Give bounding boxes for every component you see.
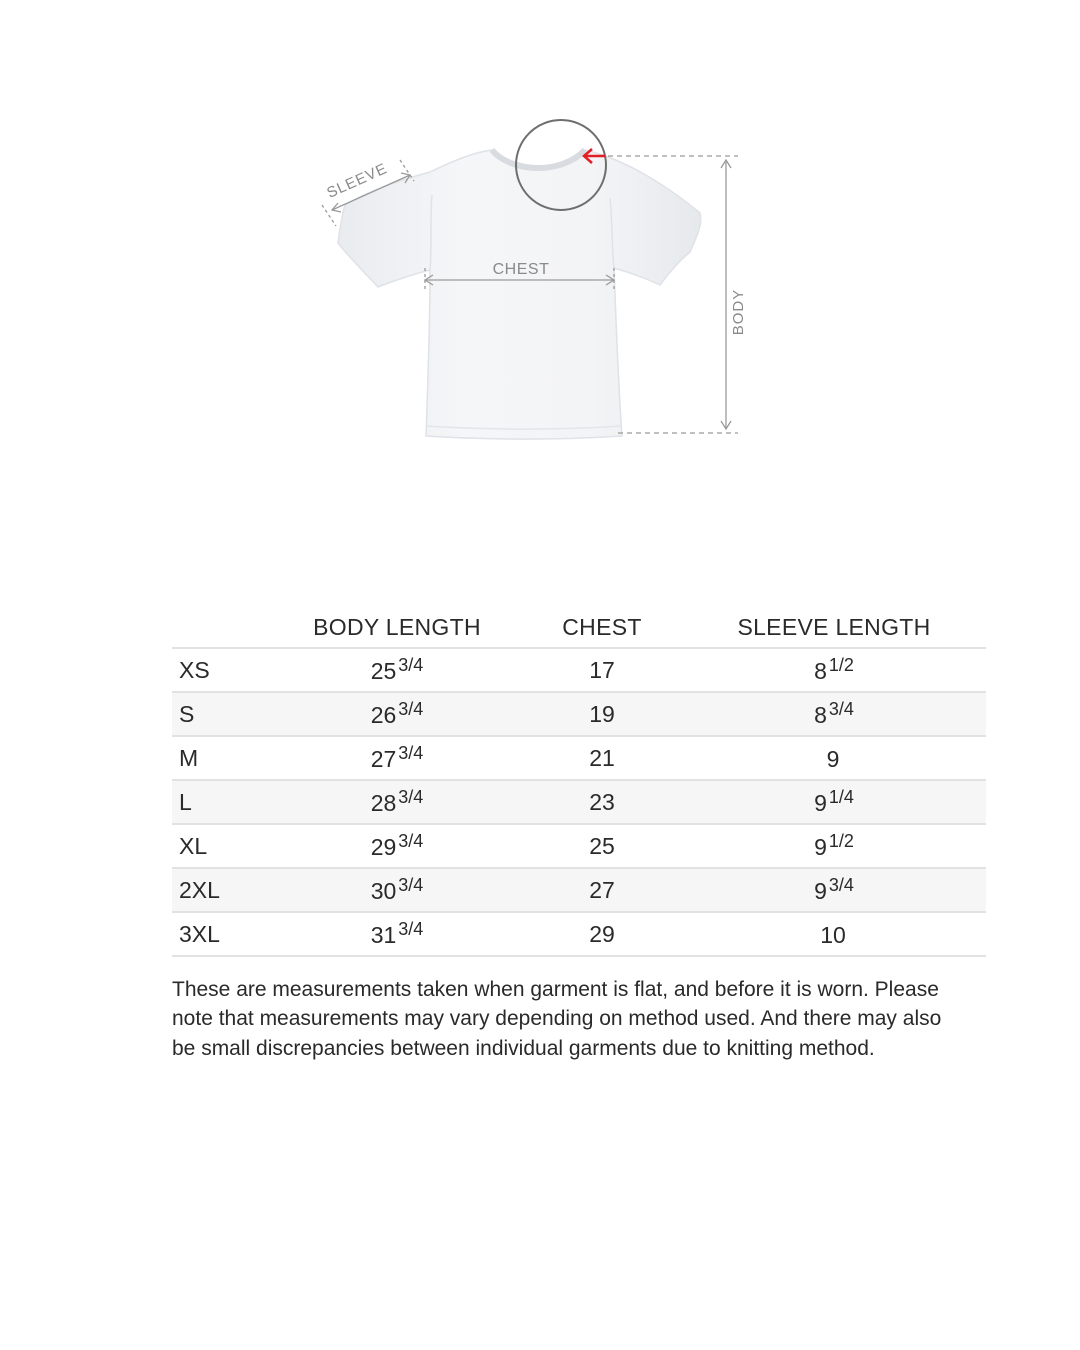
sleeve-length-whole: 9 [814, 790, 827, 816]
sleeve-length-cell [682, 780, 986, 824]
sleeve-length-whole: 9 [814, 834, 827, 860]
table-row [172, 648, 986, 692]
table-row [172, 780, 986, 824]
measurement-note: These are measurements taken when garment is flat, and before it is worn. Please note that measurements may vary depending on method used. And there may also be small discrepancies between individual garments due to knitting method. [172, 978, 942, 1060]
sleeve-length-cell [682, 648, 986, 692]
body-length-cell [272, 780, 522, 824]
size-cell: XS [172, 648, 272, 692]
body-length-cell [272, 868, 522, 912]
size-cell: 3XL [172, 912, 272, 956]
body-label: BODY [730, 288, 747, 336]
sleeve-length-fraction: 1/2 [828, 655, 854, 675]
body-length-cell [272, 736, 522, 780]
chest-cell: 29 [522, 912, 682, 956]
sleeve-length-fraction: 1/4 [828, 787, 854, 807]
body-length-cell [272, 912, 522, 956]
header-chest: CHEST [522, 597, 682, 648]
body-length-whole: 26 [370, 702, 397, 728]
chest-cell: 27 [522, 868, 682, 912]
sleeve-length-whole: 8 [814, 702, 827, 728]
chest-cell: 17 [522, 648, 682, 692]
sleeve-length-fraction: 1/2 [828, 831, 854, 851]
sleeve-length-whole: 9 [826, 746, 840, 772]
body-length-cell [272, 824, 522, 868]
body-length-fraction: 3/4 [398, 743, 424, 763]
sleeve-label: SLEEVE [324, 160, 391, 202]
body-length-whole: 28 [370, 790, 397, 816]
table-row [172, 736, 986, 780]
sleeve-length-cell [682, 736, 986, 780]
sleeve-length-fraction: 3/4 [828, 875, 854, 895]
table-row [172, 824, 986, 868]
body-length-fraction: 3/4 [398, 655, 424, 675]
size-cell: XL [172, 824, 272, 868]
sleeve-length-cell [682, 868, 986, 912]
body-length-fraction: 3/4 [398, 919, 424, 939]
sleeve-length-cell [682, 824, 986, 868]
sleeve-length-cell [682, 692, 986, 736]
size-cell: L [172, 780, 272, 824]
size-cell: 2XL [172, 868, 272, 912]
header-body-length: BODY LENGTH [272, 597, 522, 648]
sleeve-length-whole: 8 [814, 658, 827, 684]
body-length-fraction: 3/4 [398, 831, 424, 851]
body-length-whole: 29 [370, 834, 397, 860]
size-cell: M [172, 736, 272, 780]
chest-cell: 21 [522, 736, 682, 780]
body-length-whole: 25 [370, 658, 397, 684]
sleeve-length-whole: 10 [820, 922, 846, 948]
body-length-cell [272, 692, 522, 736]
table-row [172, 912, 986, 956]
chest-cell: 25 [522, 824, 682, 868]
sleeve-length-fraction: 3/4 [828, 699, 854, 719]
sleeve-length-cell [682, 912, 986, 956]
body-length-whole: 31 [370, 922, 397, 948]
header-sleeve-length: SLEEVE LENGTH [682, 597, 986, 648]
size-cell: S [172, 692, 272, 736]
table-header-row [172, 597, 986, 648]
chest-label: CHEST [492, 261, 550, 278]
table-body [172, 648, 986, 956]
body-length-cell [272, 648, 522, 692]
body-length-whole: 27 [370, 746, 397, 772]
tshirt-measurement-diagram [0, 0, 1080, 500]
header-size [172, 597, 272, 648]
sleeve-length-whole: 9 [814, 878, 827, 904]
table-row [172, 868, 986, 912]
tshirt-illustration [338, 150, 701, 439]
body-length-fraction: 3/4 [398, 699, 424, 719]
body-length-fraction: 3/4 [398, 875, 424, 895]
body-length-whole: 30 [370, 878, 397, 904]
chest-cell: 19 [522, 692, 682, 736]
body-length-fraction: 3/4 [398, 787, 424, 807]
chest-cell: 23 [522, 780, 682, 824]
table-row [172, 692, 986, 736]
size-chart-table [172, 597, 986, 957]
